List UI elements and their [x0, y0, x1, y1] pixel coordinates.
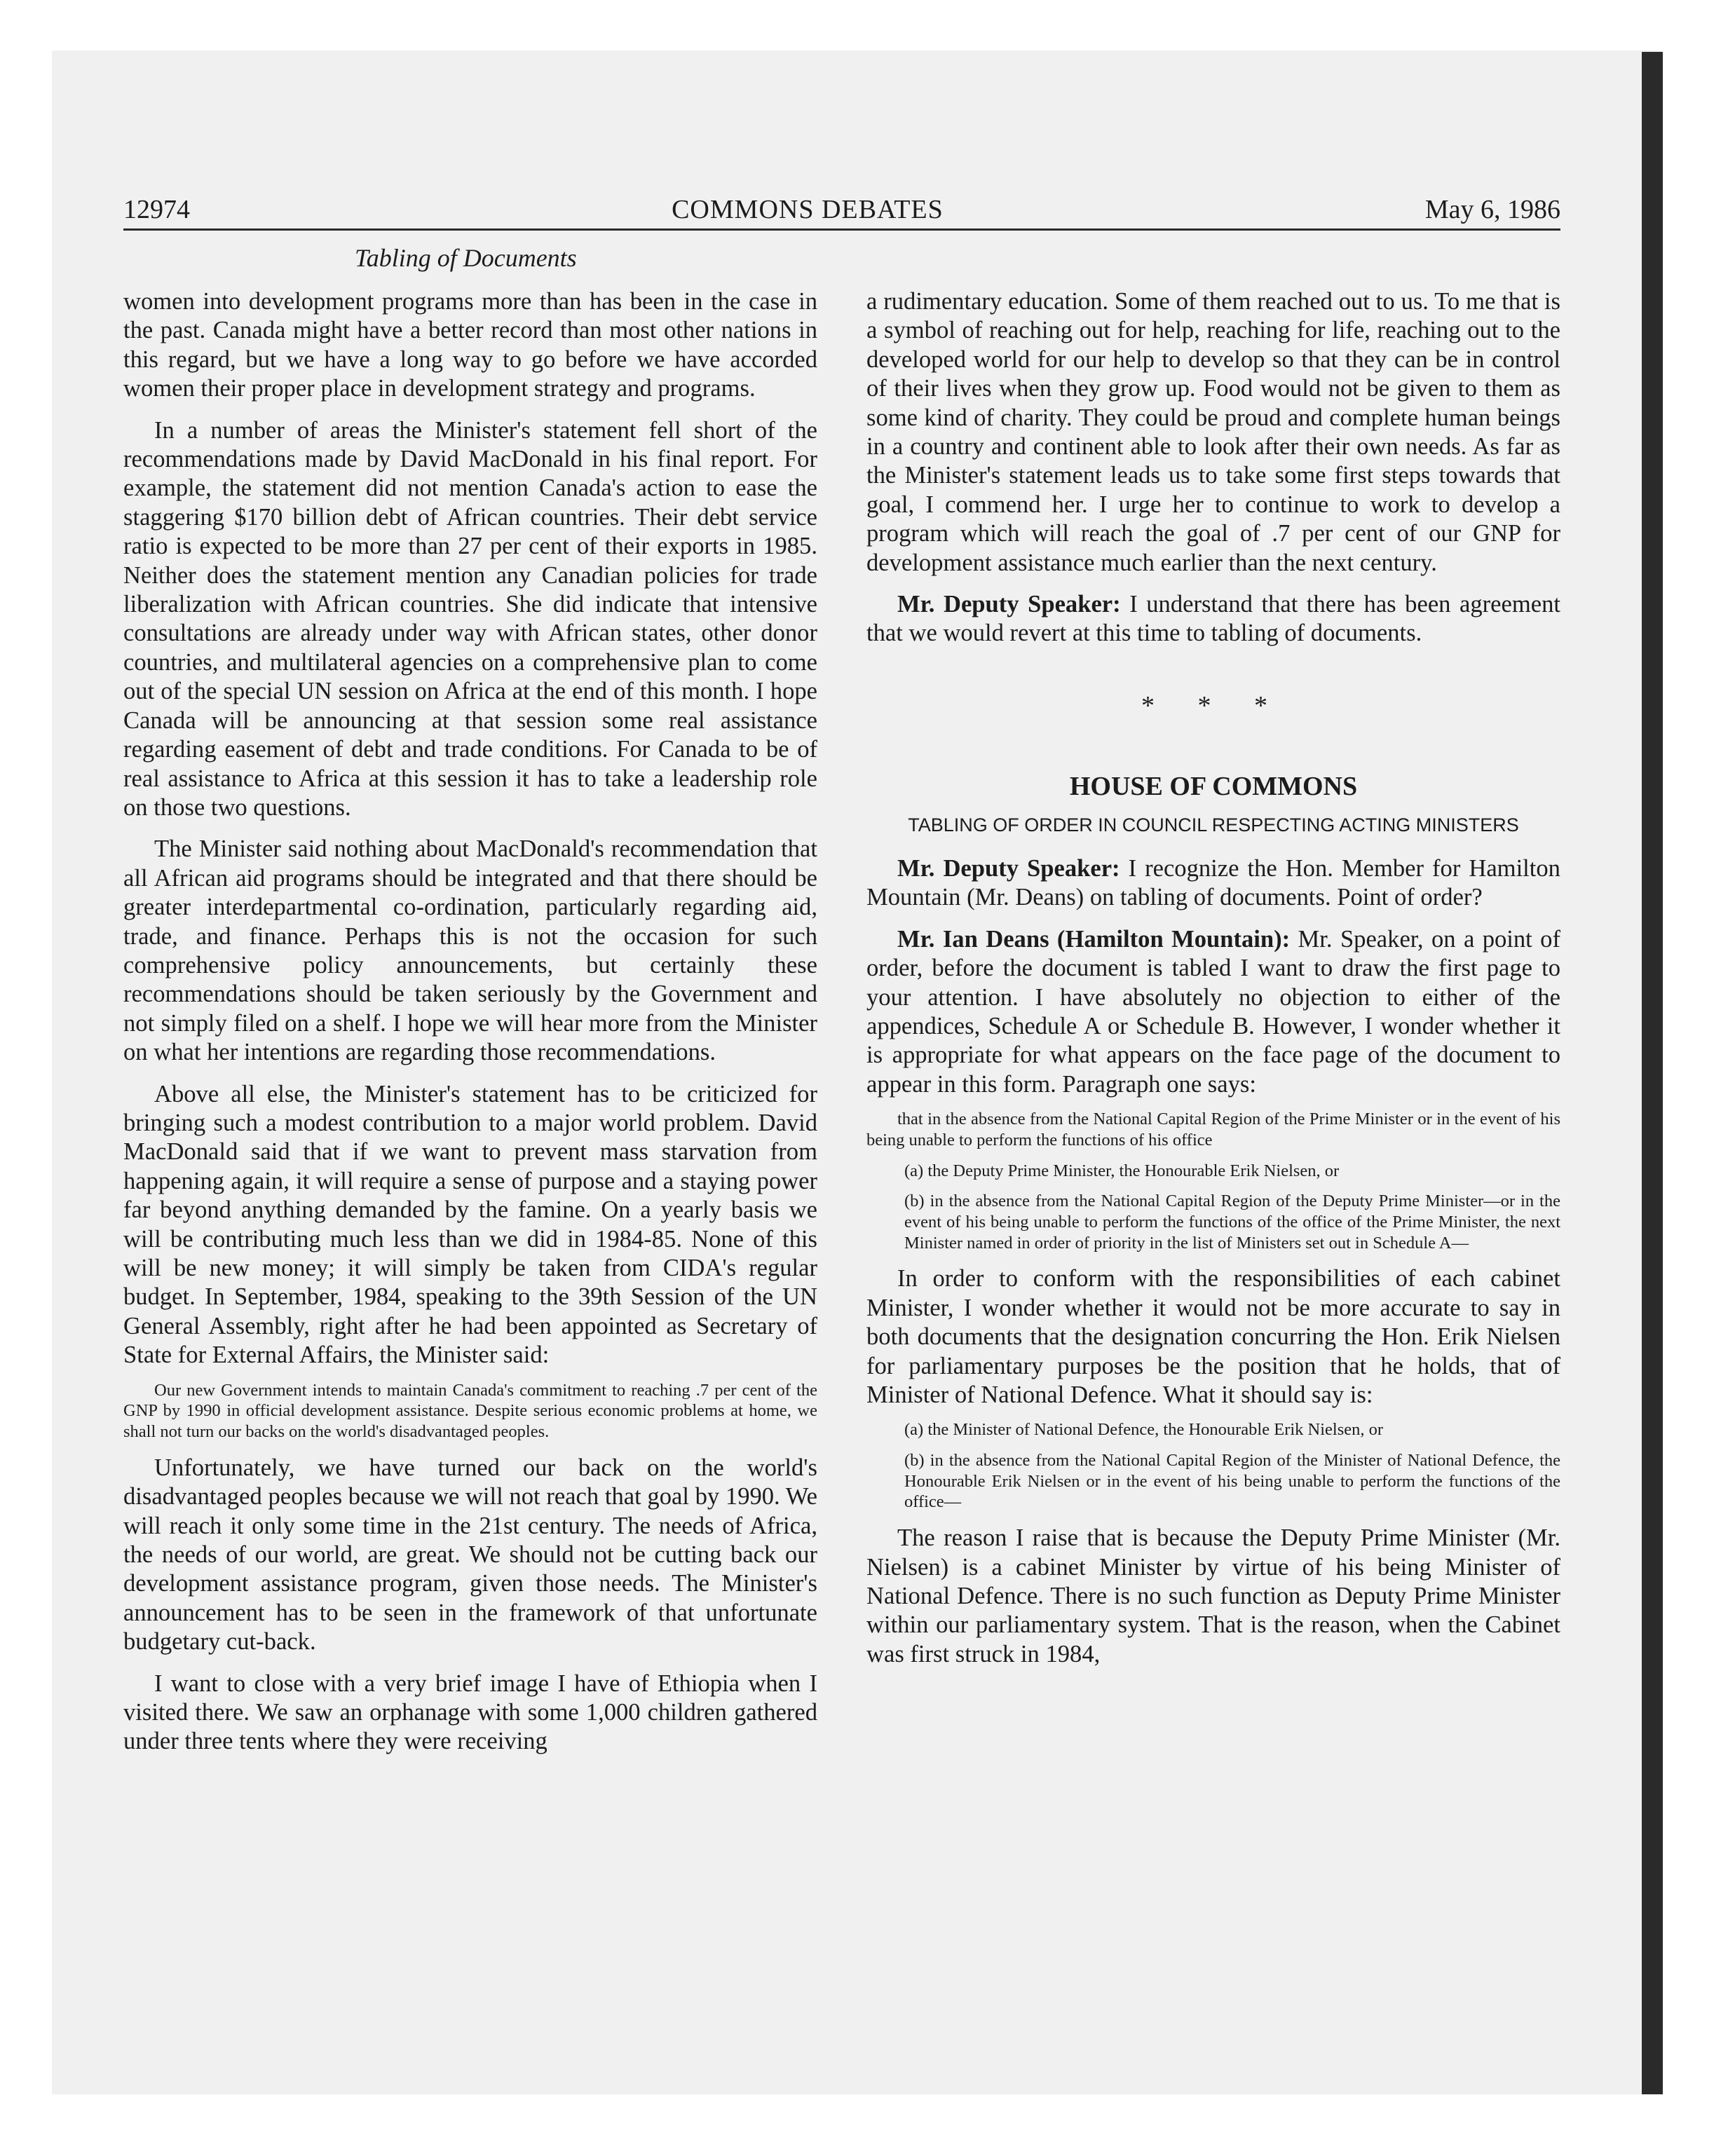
- section-heading: HOUSE OF COMMONS: [1069, 771, 1358, 801]
- speech-paragraph: [866, 854, 1560, 913]
- block-quote: [866, 1419, 1560, 1513]
- paragraph: women into development programs more than has been in the case in the past. Canada might have a better record than most other nations in this regard, but we have a long way to go before we have accorded women their proper place in development strategy and programs.: [123, 288, 817, 402]
- quote-text: Our new Government intends to maintain Canada's commitment to reaching .7 per cent of the GNP by 1990 in official development assistance. Despite serious economic problems at home, we shall not turn our backs on the world's disadvantaged peoples.: [123, 1380, 817, 1442]
- speech-text: I recognize the Hon. Member for Hamilton Mountain (Mr. Deans) on tabling of documents. Point of order?: [866, 854, 1560, 911]
- paragraph: Above all else, the Minister's statement has to be criticized for bringing such a modest contribution to a major world problem. David MacDonald said that if we want to prevent mass starvation from happening again, it will require a sense of purpose and a staying power far beyond anything demanded by the famine. On a yearly basis we will be contributing much less than we did in 1984-85. None of this will be new money; it will simply be taken from CIDA's regular budget. In September, 1984, speaking to the 39th Session of the UN General Assembly, right after he had been appointed as Secretary of State for External Affairs, the Minister said:: [123, 1080, 817, 1369]
- page-header: [123, 193, 1560, 231]
- quote-item: (b) in the absence from the National Capital Region of the Deputy Prime Minister—or in the event of his being unable to perform the functions of the office of the Prime Minister, the next Minister named in order of priority in the list of Ministers set out in Schedule A—: [904, 1192, 1560, 1253]
- paragraph: I want to close with a very brief image I have of Ethiopia when I visited there. We saw an orphanage with some 1,000 children gathered under three tents where they were receiving: [123, 1670, 817, 1755]
- speech-text: I understand that there has been agreement that we would revert at this time to tabling of documents.: [866, 591, 1560, 647]
- paragraph: In a number of areas the Minister's statement fell short of the recommendations made by David MacDonald in his final report. For example, the statement did not mention Canada's action to ease the staggering $170 billion debt of African countries. Their debt service ratio is expected to be more than 27 per cent of their exports in 1985. Neither does the statement mention any Canadian policies for trade liberalization with African countries. She did indicate that intensive consultations are already under way with African states, other donor countries, and multilateral agencies on a comprehensive plan to come out of the special UN session on Africa at the end of this month. I hope Canada will be announcing at that session some real assistance regarding easement of debt and trade conditions. For Canada to be of real assistance to Africa at this session it has to take a leadership role on those two questions.: [123, 416, 817, 821]
- block-quote: [866, 1109, 1560, 1253]
- speaker-name: Mr. Ian Deans (Hamilton Mountain):: [897, 925, 1291, 953]
- paragraph: a rudimentary education. Some of them reached out to us. To me that is a symbol of reaching out for help, reaching for life, reaching out to the developed world for our help to develop so that they can be in control of their lives when they grow up. Food would not be given to them as some kind of charity. They could be proud and complete human beings in a country and continent able to look after their own needs. As far as the Minister's statement leads us to take some first steps towards that goal, I commend her. I urge her to continue to work to develop a program which will reach the goal of .7 per cent of our GNP for development assistance much earlier than the next century.: [866, 288, 1560, 576]
- speaker-name: Mr. Deputy Speaker:: [897, 591, 1121, 618]
- speaker-name: Mr. Deputy Speaker:: [897, 854, 1120, 882]
- left-column: [123, 287, 817, 1756]
- document-page: [123, 193, 1560, 1755]
- page-number: 12974: [123, 195, 190, 224]
- paragraph: Unfortunately, we have turned our back on the world's disadvantaged peoples because we will not reach that goal by 1990. We will reach it only some time in the 21st century. The needs of Africa, the needs of our world, are great. We should not be cutting back our development assistance program, given those needs. The Minister's announcement has to be seen in the framework of that unfortunate budgetary cut-back.: [123, 1454, 817, 1656]
- quote-text: that in the absence from the National Capital Region of the Prime Minister or in the event of his being unable to perform the functions of his office: [866, 1110, 1560, 1149]
- paragraph: The Minister said nothing about MacDonald's recommendation that all African aid programs should be integrated and that there should be greater interdepartmental co-ordination, particularly regarding aid, trade, and finance. Perhaps this is not the occasion for such comprehensive policy announcements, but certainly these recommendations should be taken seriously by the Government and not simply filed on a shelf. I hope we will hear more from the Minister on what her intentions are regarding those recommendations.: [123, 835, 817, 1066]
- scan-edge-shadow: [1642, 52, 1663, 2094]
- text-columns: [123, 287, 1560, 1756]
- quote-item: (a) the Deputy Prime Minister, the Honourable Erik Nielsen, or: [904, 1161, 1340, 1180]
- paragraph: In order to conform with the responsibilities of each cabinet Minister, I wonder whether it would not be more accurate to say in both documents that the designation concurring the Hon. Erik Nielsen for parliamentary purposes be the position that he holds, that of Minister of National Defence. What it should say is:: [866, 1265, 1560, 1408]
- speech-paragraph: [866, 925, 1560, 1099]
- section-separator: * * *: [1141, 690, 1286, 721]
- right-column: [866, 287, 1560, 1756]
- block-quote: [123, 1380, 817, 1442]
- section-subheading: TABLING OF ORDER IN COUNCIL RESPECTING ACTING MINISTERS: [908, 814, 1519, 835]
- paragraph: The reason I raise that is because the Deputy Prime Minister (Mr. Nielsen) is a cabinet Minister by virtue of his being Minister of National Defence. There is no such function as Deputy Prime Minister within our parliamentary system. That is the reason, when the Cabinet was first struck in 1984,: [866, 1524, 1560, 1667]
- running-head: Tabling of Documents: [355, 244, 577, 272]
- page-date: May 6, 1986: [1424, 195, 1560, 224]
- quote-item: (b) in the absence from the National Capital Region of the Minister of National Defence, the Honourable Erik Nielsen or in the event of his being unable to perform the functions of the office—: [904, 1451, 1560, 1512]
- speech-text: Mr. Speaker, on a point of order, before the document is tabled I want to draw the first page to your attention. I have absolutely no objection to either of the appendices, Schedule A or Schedule B. However, I wonder whether it is appropriate for what appears on the face page of the document to appear in this form. Paragraph one says:: [866, 925, 1560, 1098]
- quote-item: (a) the Minister of National Defence, the Honourable Erik Nielsen, or: [904, 1420, 1384, 1440]
- speech-paragraph: [866, 590, 1560, 648]
- publication-title: COMMONS DEBATES: [672, 195, 944, 224]
